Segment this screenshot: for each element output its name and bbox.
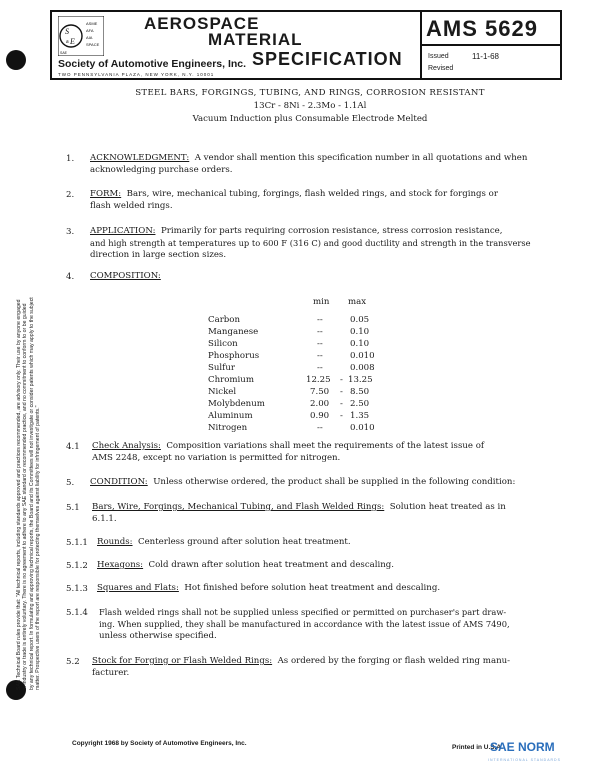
section-5-1-4-number: 5.1.4 [66,608,88,618]
section-2-line2: flash welded rings. [90,201,173,211]
sae-norm-watermark: SAE NORM [490,740,555,754]
header-divider-horizontal [420,44,560,46]
sae-logo-icon [58,16,104,56]
table-cell-min: -- [317,327,323,337]
table-cell-max: 8.50 [350,387,370,397]
section-4-title: COMPOSITION: [90,271,161,281]
sae-norm-watermark-subtext: INTERNATIONAL STANDARDS [488,758,561,762]
issued-date: 11-1-68 [472,52,499,61]
composition-header-max: max [348,297,367,307]
section-2-number: 2. [66,190,75,200]
title-aerospace: AEROSPACE [144,14,260,33]
table-cell-min: -- [317,315,323,325]
section-3-line2: and high strength at temperatures up to 600 F (316 C) and good ductility and strength in the transverse [90,238,531,248]
spec-title-line1: STEEL BARS, FORGINGS, TUBING, AND RINGS, CORROSION RESISTANT [135,88,485,98]
table-row: Carbon [208,315,241,325]
section-5-2-line1: Stock for Forging or Flash Welded Rings: As ordered by the forging or flash welded ring manu- [92,656,511,666]
table-cell-max: 0.10 [350,339,370,349]
revised-label: Revised [428,65,454,72]
table-cell-min: 7.50 [310,387,330,397]
table-cell-min: -- [317,363,323,373]
table-cell-max: 0.010 [350,423,375,433]
section-4-1-title: Check Analysis: [92,441,161,451]
section-5-1-line1: Bars, Wire, Forgings, Mechanical Tubing, and Flash Welded Rings: Solution heat treated as in [92,502,506,512]
section-1-line1: ACKNOWLEDGMENT: A vendor shall mention this specification number in all quotations and when [90,153,528,163]
spec-title-line2: 13Cr - 8Ni - 2.3Mo - 1.1Al [253,101,367,111]
section-3-line3: direction in large section sizes. [90,250,227,260]
table-cell-min: -- [317,351,323,361]
table-row: Silicon [208,339,238,349]
side-legal-note: SAE Technical Board rules provide that: "All technical reports, including standards approved and practices recommended, are advisory only. Their use by anyone engaged in industry or trade is entirely voluntary. There is no agreement to adhere to any SAE standard or recommended practice, and no commitment to conform to or be guided by any technical report. In formulating and approving technical reports, the Board and its Committees will not investigate or consider patents which may apply to the subject matter. Prospective users of the report are responsible for protecting themselves against liability for infringement of patents." [16,297,42,690]
table-row: Phosphorus [208,351,260,361]
svg-text:SPACE: SPACE [86,42,100,47]
section-5-2-line2: facturer. [92,668,130,678]
section-5-title: CONDITION: [90,477,148,487]
composition-header-min: min [313,297,330,307]
section-5-1-4-line2: ing. When supplied, they shall be manufactured in accordance with the latest issue of AMS 7490, [99,619,510,629]
table-row: Manganese [208,327,259,337]
section-3-title: APPLICATION: [90,226,156,236]
table-row: Chromium [208,375,254,385]
table-cell-max: 0.010 [350,351,375,361]
section-5-1-3-number: 5.1.3 [66,584,88,594]
table-row: Nitrogen [208,423,248,433]
section-4-number: 4. [66,272,75,282]
section-5-1-title: Bars, Wire, Forgings, Mechanical Tubing, and Flash Welded Rings: [92,502,385,512]
copyright-notice: Copyright 1968 by Society of Automotive Engineers, Inc. [72,740,247,747]
section-3-line1: APPLICATION: Primarily for parts requiring corrosion resistance, stress corrosion resistance, [90,226,503,236]
section-5-1-3-title: Squares and Flats: [97,583,179,593]
section-5-1-1-line: Rounds: Centerless ground after solution heat treatment. [97,537,351,547]
issued-label: Issued [428,53,449,60]
section-5-1-number: 5.1 [66,503,80,513]
section-5-2-number: 5.2 [66,657,80,667]
section-4-1-line2: AMS 2248, except no variation is permitted for nitrogen. [92,453,341,463]
section-5-2-title: Stock for Forging or Flash Welded Rings: [92,656,273,666]
section-5-line1: CONDITION: Unless otherwise ordered, the product shall be supplied in the following condition: [90,477,516,487]
table-cell-max: 0.10 [350,327,370,337]
table-cell-dash: - [340,411,343,421]
section-1-line2: acknowledging purchase orders. [90,165,233,175]
svg-text:ASME: ASME [86,21,98,26]
table-cell-max: 1.35 [350,411,370,421]
section-4-1-line1: Check Analysis: Composition variations shall meet the requirements of the latest issue of [92,441,485,451]
svg-text:S: S [65,27,69,36]
section-2-title: FORM: [90,189,122,199]
table-cell-max: 0.008 [350,363,375,373]
table-cell-min: -- [317,339,323,349]
ams-number: AMS 5629 [426,16,538,41]
table-cell-min: 12.25 [306,375,331,385]
table-row: Sulfur [208,363,235,373]
svg-text:E: E [70,37,75,46]
table-cell-max: 2.50 [350,399,370,409]
section-5-1-1-number: 5.1.1 [66,538,88,548]
table-cell-dash: - [340,399,343,409]
section-4-1-number: 4.1 [66,442,80,452]
table-cell-dash: - [340,375,343,385]
section-1-number: 1. [66,154,75,164]
table-cell-min: 0.90 [310,411,330,421]
section-5-1-4-line3: unless otherwise specified. [99,631,217,641]
section-5-1-2-title: Hexagons: [97,560,144,570]
society-name: Society of Automotive Engineers, Inc. [58,58,247,70]
table-row: Nickel [208,387,237,397]
table-cell-max: 0.05 [350,315,370,325]
svg-text:SAE: SAE [60,51,68,55]
svg-text:a: a [66,39,69,45]
section-5-1-2-number: 5.1.2 [66,561,88,571]
table-row: Molybdenum [208,399,265,409]
section-5-number: 5. [66,478,75,488]
section-1-title: ACKNOWLEDGMENT: [90,153,190,163]
svg-text:AIA: AIA [86,35,93,40]
section-5-1-3-line: Squares and Flats: Hot finished before solution heat treatment and descaling. [97,583,441,593]
section-3-number: 3. [66,227,75,237]
svg-text:AFA: AFA [86,28,94,33]
society-address: TWO PENNSYLVANIA PLAZA, NEW YORK, N.Y. 10001 [58,72,215,77]
printed-in: Printed in U.S.A. [452,744,503,751]
title-specification: SPECIFICATION [252,49,403,69]
section-5-1-1-title: Rounds: [97,537,133,547]
table-cell-max: 13.25 [348,375,373,385]
punch-hole-top [6,50,26,70]
section-5-1-2-line: Hexagons: Cold drawn after solution heat treatment and descaling. [97,560,395,570]
table-cell-dash: - [340,387,343,397]
spec-title-line3: Vacuum Induction plus Consumable Electrode Melted [192,114,428,124]
table-cell-min: -- [317,423,323,433]
section-5-1-line2: 6.1.1. [92,514,117,524]
table-row: Aluminum [208,411,253,421]
section-5-1-4-line1: Flash welded rings shall not be supplied unless specified or permitted on purchaser's part draw- [99,607,507,617]
title-material: MATERIAL [208,30,303,49]
spec-header [50,10,562,80]
section-2-line1: FORM: Bars, wire, mechanical tubing, forgings, flash welded rings, and stock for forgings or [90,189,498,199]
table-cell-min: 2.00 [310,399,330,409]
